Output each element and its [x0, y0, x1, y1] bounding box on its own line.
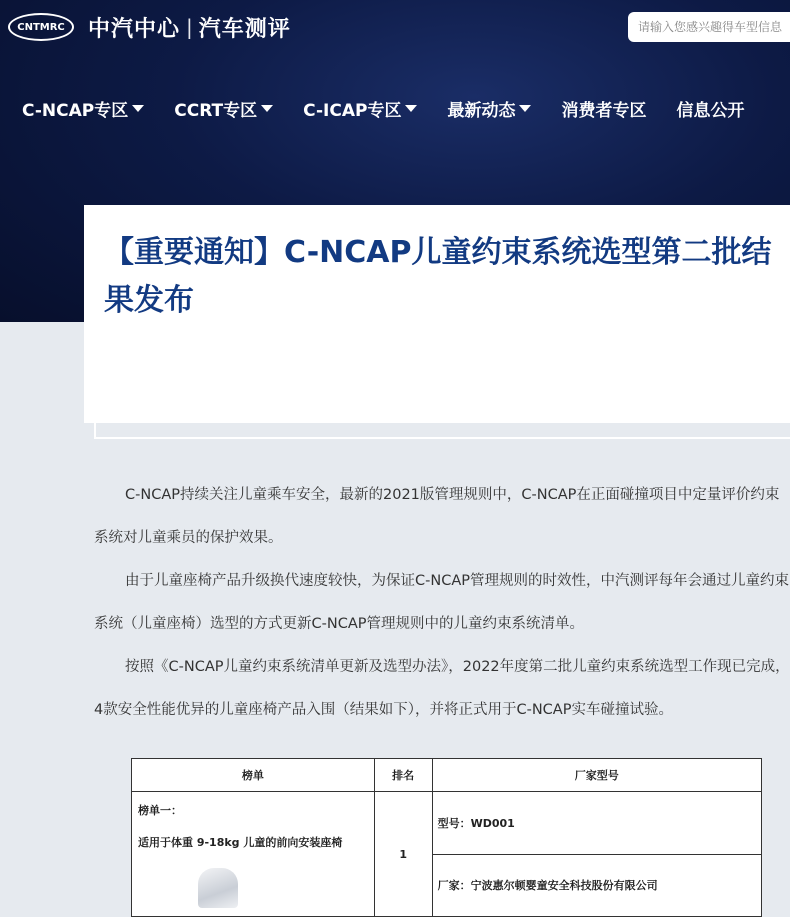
results-table — [131, 758, 762, 917]
nav-label: 最新动态 — [447, 101, 516, 121]
nav-item-news[interactable] — [447, 96, 531, 121]
caret-down-icon — [261, 105, 273, 112]
brand-separator: | — [186, 15, 193, 39]
table-header-model: 厂家型号 — [432, 759, 761, 792]
article-title-card — [84, 205, 790, 423]
child-seat-image — [198, 868, 238, 908]
maker-cell: 厂家：宁波惠尔顿婴童安全科技股份有限公司 — [432, 854, 761, 917]
caret-down-icon — [132, 105, 144, 112]
list-name: 榜单一： — [138, 804, 182, 817]
cntmrc-logo-icon — [8, 13, 74, 41]
caret-down-icon — [405, 105, 417, 112]
nav-item-cicap[interactable] — [303, 96, 417, 121]
list-description: 适用于体重 9-18kg 儿童的前向安装座椅 — [138, 836, 343, 849]
article-paragraph: 由于儿童座椅产品升级换代速度较快，为保证C-NCAP管理规则的时效性，中汽测评每年会通过儿童约束系统（儿童座椅）选型的方式更新C-NCAP管理规则中的儿童约束系统清单。 — [94, 573, 789, 632]
article-body — [94, 474, 790, 732]
table-header-rank: 排名 — [374, 759, 432, 792]
article-paragraph: 按照《C-NCAP儿童约束系统清单更新及选型办法》，2022年度第二批儿童约束系统选型工作现已完成，4款安全性能优异的儿童座椅产品入围（结果如下），并将正式用于C-NCAP实车碰撞试验。 — [94, 659, 790, 718]
brand-left: 中汽中心 — [88, 16, 181, 42]
nav-item-ccrt[interactable] — [174, 96, 273, 121]
list-cell — [132, 792, 375, 917]
nav-item-disclosure[interactable] — [676, 96, 744, 121]
brand-right: 汽车测评 — [198, 16, 291, 42]
table-row — [132, 792, 762, 855]
site-logo[interactable] — [8, 10, 291, 44]
article-paragraph: C-NCAP持续关注儿童乘车安全，最新的2021版管理规则中，C-NCAP在正面碰撞项目中定量评价约束系统对儿童乘员的保护效果。 — [94, 487, 780, 546]
nav-label: 信息公开 — [676, 101, 745, 121]
model-cell: 型号：WD001 — [432, 792, 761, 855]
table-header-list: 榜单 — [132, 759, 375, 792]
rank-cell: 1 — [374, 792, 432, 917]
logo-text: CNTMRC — [17, 21, 65, 33]
page-title: 【重要通知】C-NCAP儿童约束系统选型第二批结果发布 — [104, 235, 772, 318]
nav-label: CCRT专区 — [174, 101, 258, 121]
main-nav — [22, 96, 774, 121]
caret-down-icon — [519, 105, 531, 112]
card-divider — [94, 421, 790, 439]
nav-label: 消费者专区 — [561, 101, 647, 121]
table-header-row — [132, 759, 762, 792]
nav-label: C-ICAP专区 — [303, 101, 402, 121]
nav-item-consumer[interactable] — [561, 96, 646, 121]
nav-item-cncap[interactable] — [22, 96, 144, 121]
search-input[interactable]: 请输入您感兴趣得车型信息 — [628, 12, 790, 42]
nav-label: C-NCAP专区 — [22, 101, 129, 121]
